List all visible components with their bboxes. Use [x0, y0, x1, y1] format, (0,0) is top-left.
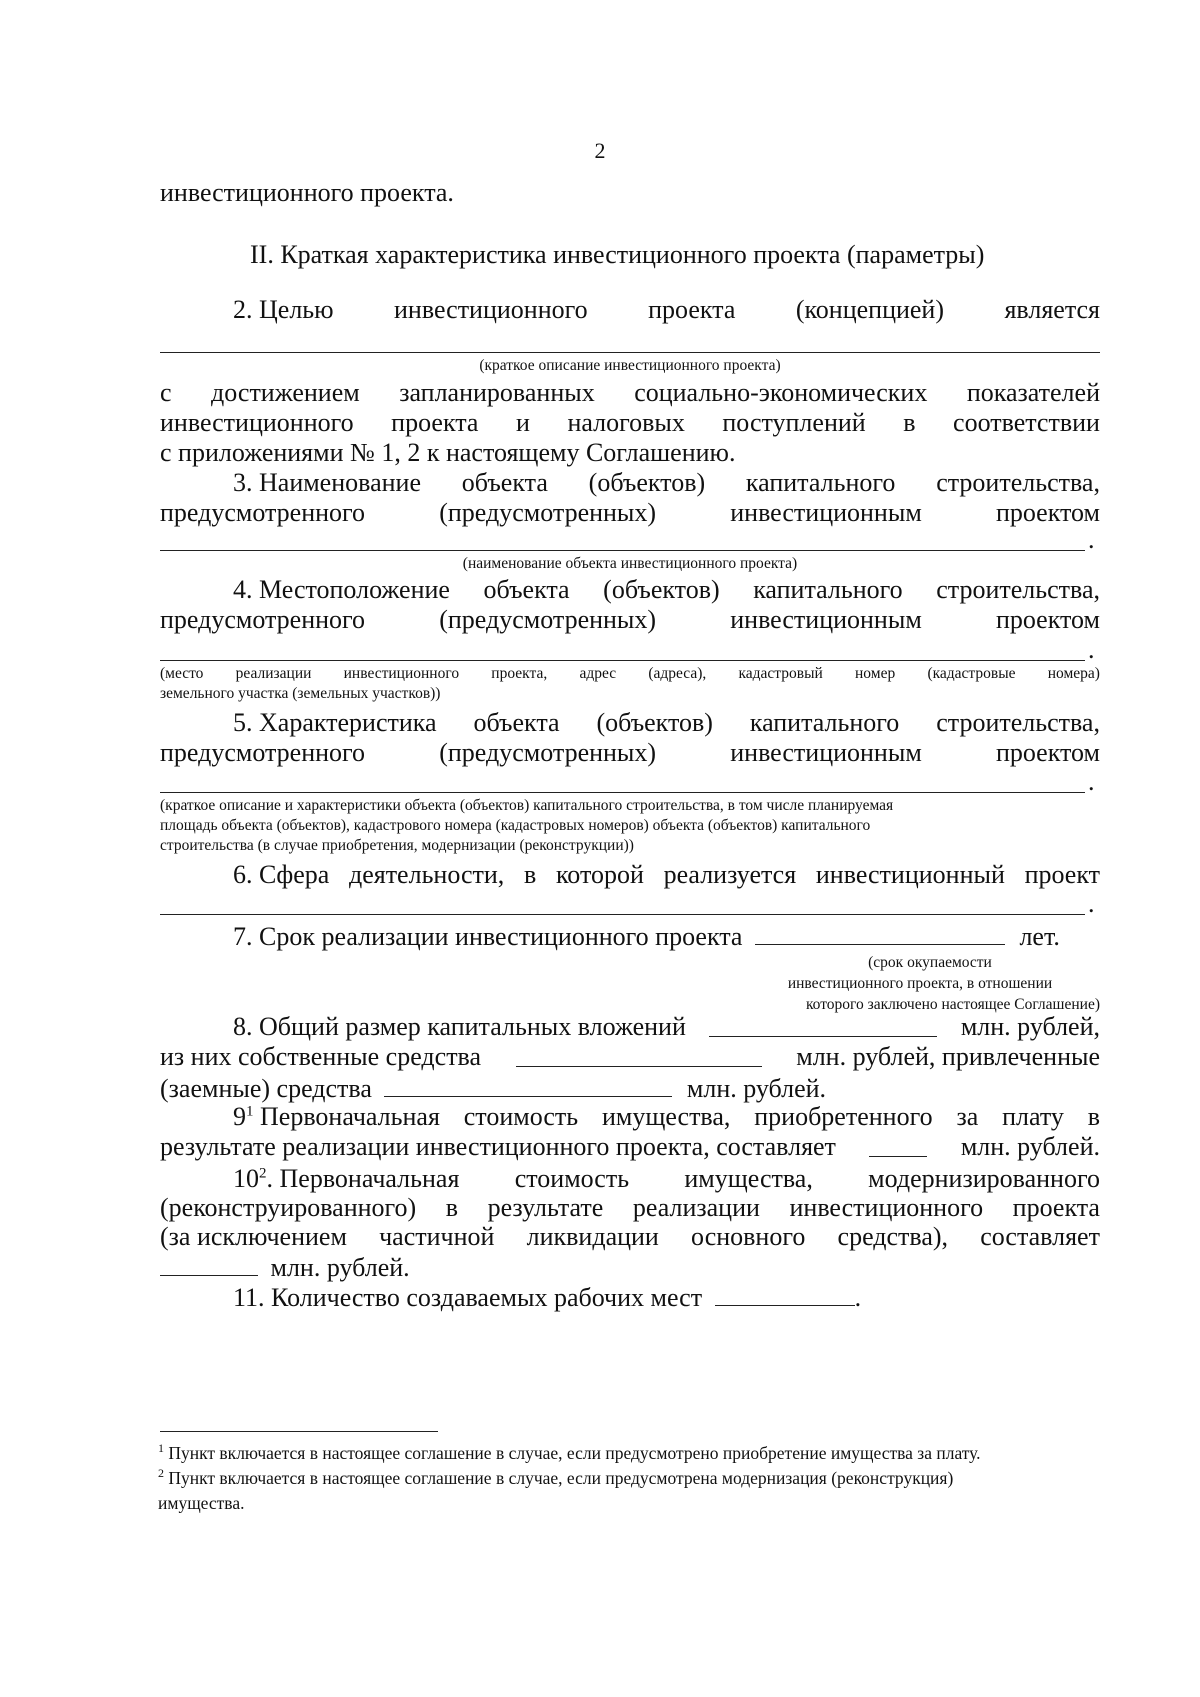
p2-line4: с приложениями № 1, 2 к настоящему Соглашению.: [160, 438, 736, 467]
p2-blank-line[interactable]: [160, 352, 1100, 353]
p4-caption-line2: земельного участка (земельных участков)): [160, 685, 441, 702]
p4-caption-line1: (место реализации инвестиционного проекта, адрес (адреса), кадастровый номер (кадастровые номера): [160, 665, 1100, 682]
p6-blank-line[interactable]: [160, 914, 1085, 915]
p7-caption-line3: которого заключено настоящее Соглашение): [805, 996, 1100, 1013]
p5-period: .: [1088, 767, 1095, 796]
p6-line1: 6. Сфера деятельности, в которой реализуется инвестиционный проект: [233, 860, 1100, 889]
section-title: II. Краткая характеристика инвестиционного проекта (параметры): [250, 240, 985, 269]
p10-value-field[interactable]: [160, 1251, 258, 1276]
p7-line: 7. Срок реализации инвестиционного проекта лет.: [233, 922, 1060, 951]
p5-blank-line[interactable]: [160, 792, 1085, 793]
p8-line3: (заемные) средства млн. рублей.: [160, 1074, 827, 1103]
p5-caption-line1: (краткое описание и характеристики объекта (объектов) капитального строительства, в том числе планируемая: [160, 797, 894, 814]
p5-line2: предусмотренного (предусмотренных) инвестиционным проектом: [160, 738, 1100, 767]
p10-line4: млн. рублей.: [160, 1251, 1100, 1283]
continuation-text: инвестиционного проекта.: [160, 178, 454, 207]
p8-total-field[interactable]: [709, 1012, 937, 1037]
p9-line1: $9^1$ Первоначальная стоимость имущества, приобретенного за плату в: [233, 1102, 1100, 1131]
p6-period: .: [1088, 889, 1095, 918]
p2-caption: (краткое описание инвестиционного проекта): [479, 357, 781, 374]
p7-caption-line2: инвестиционного проекта, в отношении: [787, 975, 1053, 992]
p4-period: .: [1088, 635, 1095, 664]
p2-line2: с достижением запланированных социально-экономических показателей: [160, 378, 1100, 407]
p3-caption: (наименование объекта инвестиционного проекта): [462, 555, 798, 572]
p5-caption-line2: площадь объекта (объектов), кадастрового номера (кадастровых номеров) объекта (объектов) капитального: [160, 817, 871, 834]
p8-own-funds-field[interactable]: [516, 1042, 762, 1067]
p5-line1: 5. Характеристика объекта (объектов) капитального строительства,: [233, 708, 1100, 737]
footnote-1: $^1$ Пункт включается в настоящее соглашение в случае, если предусмотрено приобретение имущества за плату.: [158, 1441, 981, 1463]
footnote-separator: [160, 1431, 438, 1432]
p3-period: .: [1088, 525, 1095, 554]
p9-line2: результате реализации инвестиционного проекта, составляет млн. рублей.: [160, 1132, 1100, 1161]
p10-line1: $10^2$. Первоначальная стоимость имущества, модернизированного: [233, 1164, 1100, 1193]
p11-jobs-field[interactable]: [715, 1281, 855, 1306]
footnote-2-continuation: имущества.: [158, 1493, 245, 1513]
p11-line: 11. Количество создаваемых рабочих мест .: [233, 1283, 862, 1312]
p9-value-field[interactable]: [869, 1132, 927, 1157]
p10-line2: (реконструированного) в результате реализации инвестиционного проекта: [160, 1193, 1100, 1222]
p8-borrowed-funds-field[interactable]: [384, 1072, 672, 1097]
p2-line3: инвестиционного проекта и налоговых поступлений в соответствии: [160, 408, 1100, 437]
p8-line1: 8. Общий размер капитальных вложений млн. рублей,: [233, 1012, 1100, 1041]
p3-blank-line[interactable]: [160, 550, 1085, 551]
p8-line2: из них собственные средства млн. рублей, привлеченные: [160, 1042, 1100, 1071]
p7-caption-line1: (срок окупаемости: [868, 954, 992, 971]
p5-caption-line3: строительства (в случае приобретения, модернизации (реконструкции)): [160, 837, 634, 854]
p4-line1: 4. Местоположение объекта (объектов) капитального строительства,: [233, 575, 1100, 604]
p4-line2: предусмотренного (предусмотренных) инвестиционным проектом: [160, 605, 1100, 634]
footnote-2: $^2$ Пункт включается в настоящее соглашение в случае, если предусмотрена модернизация (реконструкция): [158, 1466, 954, 1488]
p3-line1: 3. Наименование объекта (объектов) капитального строительства,: [233, 468, 1100, 497]
p4-blank-line[interactable]: [160, 660, 1085, 661]
p7-term-field[interactable]: [755, 920, 1005, 945]
p2-line1: 2. Целью инвестиционного проекта (концепцией) является: [233, 295, 1100, 324]
page-number: 2: [594, 138, 606, 163]
p10-line3: (за исключением частичной ликвидации основного средства), составляет: [160, 1222, 1100, 1251]
p3-line2: предусмотренного (предусмотренных) инвестиционным проектом: [160, 498, 1100, 527]
